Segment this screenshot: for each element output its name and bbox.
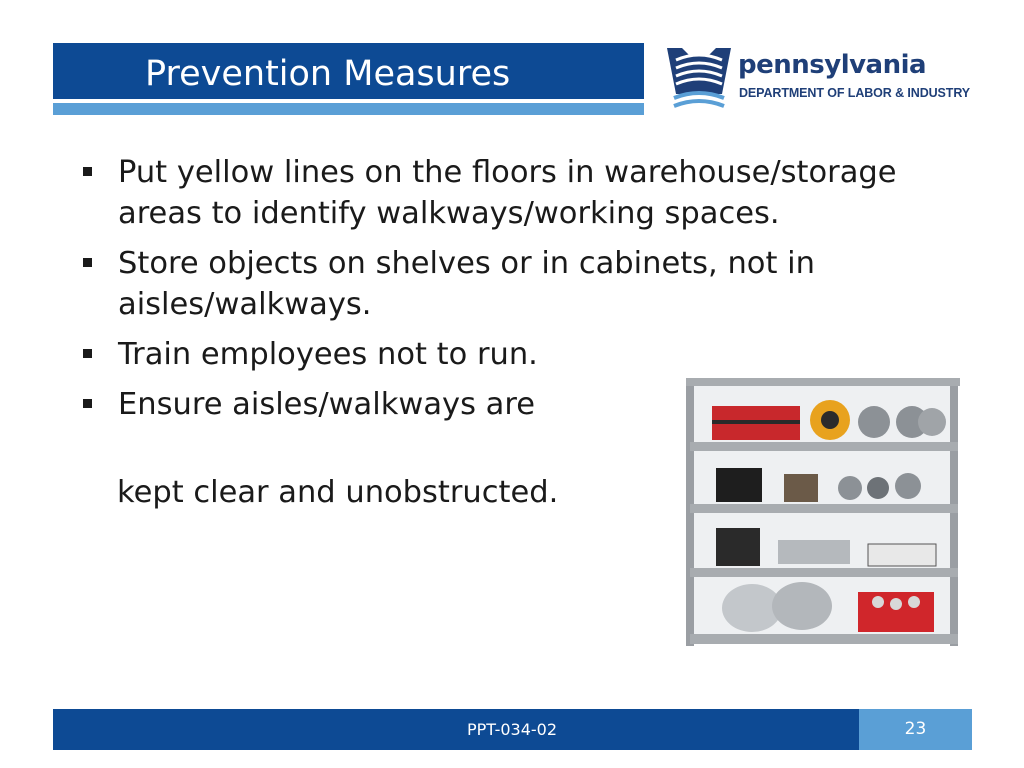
bullet-text: Train employees not to run.	[118, 337, 538, 372]
square-bullet-icon	[83, 349, 92, 358]
bullet-text: Put yellow lines on the floors in warehouse/storage areas to identify walkways/working spaces.	[118, 155, 897, 231]
footer-document-code: PPT-034-02	[466, 720, 558, 739]
bullet-item	[80, 334, 940, 375]
logo-name: pennsylvania	[738, 50, 927, 80]
storage-shelf-image	[682, 376, 964, 652]
pa-dli-logo	[664, 46, 984, 116]
logo-subtitle: DEPARTMENT OF LABOR & INDUSTRY	[739, 86, 971, 100]
keystone-logo-icon	[664, 46, 734, 110]
bullet-item	[80, 152, 940, 234]
bullet-continuation: kept clear and unobstructed.	[117, 475, 559, 510]
bullet-text: Ensure aisles/walkways are	[118, 387, 535, 422]
square-bullet-icon	[83, 399, 92, 408]
page-number: 23	[904, 719, 927, 739]
square-bullet-icon	[83, 167, 92, 176]
square-bullet-icon	[83, 258, 92, 267]
title-underline	[53, 103, 644, 115]
slide-title: Prevention Measures	[145, 54, 511, 94]
bullet-item	[80, 243, 940, 325]
bullet-text: Store objects on shelves or in cabinets, not in aisles/walkways.	[118, 246, 815, 322]
